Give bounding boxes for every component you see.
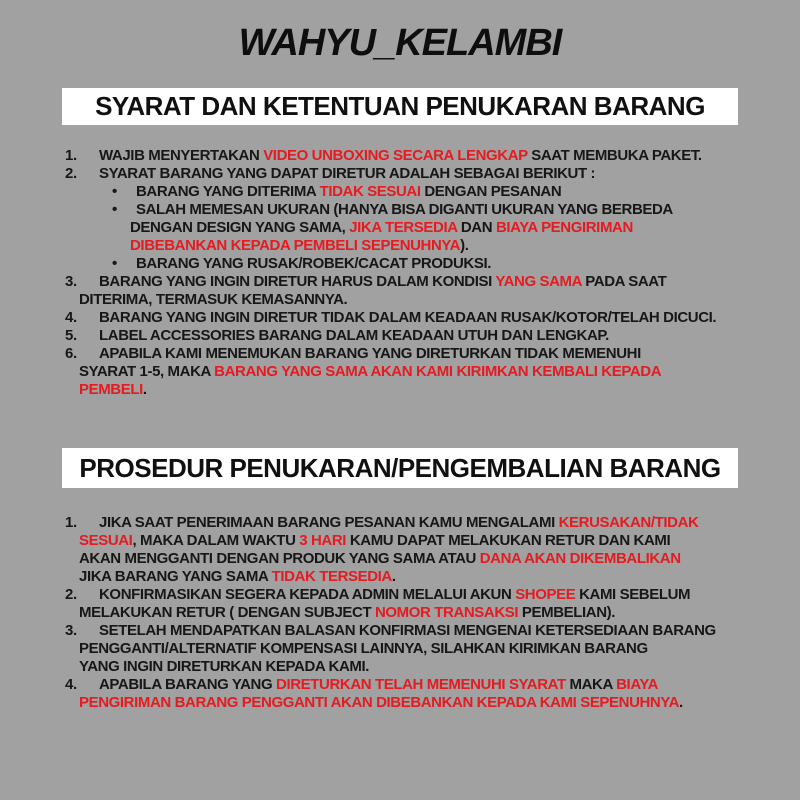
text-run: WAJIB MENYERTAKAN [99,147,264,164]
item-number: 4. [65,309,77,326]
item-number: 3. [65,622,77,639]
list-item [64,676,764,712]
item-number: 5. [65,327,77,344]
section1-header-text: SYARAT DAN KETENTUAN PENUKARAN BARANG [95,91,705,121]
list-item [64,622,764,676]
text-run: DENGAN DESIGN YANG SAMA, [130,219,350,236]
section2-header-bar [62,448,738,488]
section2-list [64,514,764,712]
highlighted-text: YANG SAMA [495,273,582,290]
highlighted-text: 3 HARI [299,532,347,549]
list-item [64,165,764,183]
text-run: KAMI SEBELUM [575,586,691,603]
highlighted-text: BIAYA [616,676,659,693]
highlighted-text: DIRETURKAN TELAH MEMENUHI SYARAT [276,676,566,693]
highlighted-text: DIBEBANKAN KEPADA PEMBELI SEPENUHNYA [130,237,461,254]
text-run: DAN [457,219,496,236]
text-run: , MAKA DALAM WAKTU [132,532,300,549]
bullet-marker: • [112,183,117,200]
text-run: ). [460,237,469,254]
text-run: APABILA BARANG YANG [99,676,277,693]
highlighted-text: SHOPEE [515,586,576,603]
text-run: DENGAN PESANAN [420,183,562,200]
text-run: . [142,381,147,398]
item-number: 4. [65,676,77,693]
highlighted-text: VIDEO UNBOXING SECARA LENGKAP [263,147,528,164]
text-run: YANG INGIN DIRETURKAN KEPADA KAMI. [79,658,370,675]
item-number: 1. [65,514,77,531]
section2-header-text: PROSEDUR PENUKARAN/PENGEMBALIAN BARANG [79,453,721,483]
list-item [64,273,764,309]
highlighted-text: PENGIRIMAN BARANG PENGGANTI AKAN DIBEBANKAN KEPADA KAMI SEPENUHNYA [79,694,680,711]
text-run: SETELAH MENDAPATKAN BALASAN KONFIRMASI MENGENAI KETERSEDIAAN BARANG [99,622,716,639]
list-item [64,309,764,327]
text-run: KAMU DAPAT MELAKUKAN RETUR DAN KAMI [346,532,671,549]
text-run: SYARAT BARANG YANG DAPAT DIRETUR ADALAH SEBAGAI BERIKUT : [99,165,596,182]
highlighted-text: BIAYA PENGIRIMAN [495,219,633,236]
text-run: SALAH MEMESAN UKURAN (HANYA BISA DIGANTI UKURAN YANG BERBEDA [136,201,673,218]
text-run: SYARAT 1-5, MAKA [79,363,215,380]
text-run: PADA SAAT [581,273,667,290]
text-run: APABILA KAMI MENEMUKAN BARANG YANG DIRETURKAN TIDAK MEMENUHI [99,345,641,362]
text-run: BARANG YANG INGIN DIRETUR TIDAK DALAM KEADAAN RUSAK/KOTOR/TELAH DICUCI. [99,309,717,326]
list-item [64,327,764,345]
text-run: MAKA [565,676,617,693]
text-run: MELAKUKAN RETUR ( DENGAN SUBJECT [79,604,375,621]
highlighted-text: DANA AKAN DIKEMBALIKAN [479,550,681,567]
text-run: BARANG YANG DITERIMA [136,183,320,200]
list-item [64,201,764,255]
text-run: DITERIMA, TERMASUK KEMASANNYA. [79,291,348,308]
item-number: 6. [65,345,77,362]
list-item [64,345,764,399]
text-run: LABEL ACCESSORIES BARANG DALAM KEADAAN UTUH DAN LENGKAP. [99,327,609,344]
list-item [64,147,764,165]
item-number: 1. [65,147,77,164]
bullet-marker: • [112,255,117,272]
text-run: SAAT MEMBUKA PAKET. [527,147,702,164]
store-title: WAHYU_KELAMBI [238,22,562,64]
text-run: PENGGANTI/ALTERNATIF KOMPENSASI LAINNYA, SILAHKAN KIRIMKAN BARANG [79,640,648,657]
text-run: BARANG YANG RUSAK/ROBEK/CACAT PRODUKSI. [136,255,491,272]
text-run: BARANG YANG INGIN DIRETUR HARUS DALAM KONDISI [99,273,496,290]
highlighted-text: BARANG YANG SAMA AKAN KAMI KIRIMKAN KEMBALI KEPADA [214,363,662,380]
section1-header-bar [62,88,738,125]
item-number: 3. [65,273,77,290]
item-number: 2. [65,165,77,182]
highlighted-text: TIDAK SESUAI [319,183,421,200]
section1-list [64,147,764,399]
text-run: . [391,568,396,585]
list-item [64,586,764,622]
list-item [64,514,764,586]
highlighted-text: KERUSAKAN/TIDAK [558,514,699,531]
highlighted-text: TIDAK TERSEDIA [271,568,392,585]
text-run: PEMBELIAN). [518,604,616,621]
highlighted-text: JIKA TERSEDIA [349,219,458,236]
list-item [64,255,764,273]
text-run: JIKA SAAT PENERIMAAN BARANG PESANAN KAMU MENGALAMI [99,514,559,531]
highlighted-text: NOMOR TRANSAKSI [374,604,519,621]
text-run: KONFIRMASIKAN SEGERA KEPADA ADMIN MELALUI AKUN [99,586,516,603]
text-run: JIKA BARANG YANG SAMA [79,568,272,585]
list-item [64,183,764,201]
item-number: 2. [65,586,77,603]
highlighted-text: SESUAI [79,532,133,549]
bullet-marker: • [112,201,117,218]
text-run: . [679,694,683,711]
text-run: AKAN MENGGANTI DENGAN PRODUK YANG SAMA ATAU [79,550,480,567]
highlighted-text: PEMBELI [79,381,143,398]
